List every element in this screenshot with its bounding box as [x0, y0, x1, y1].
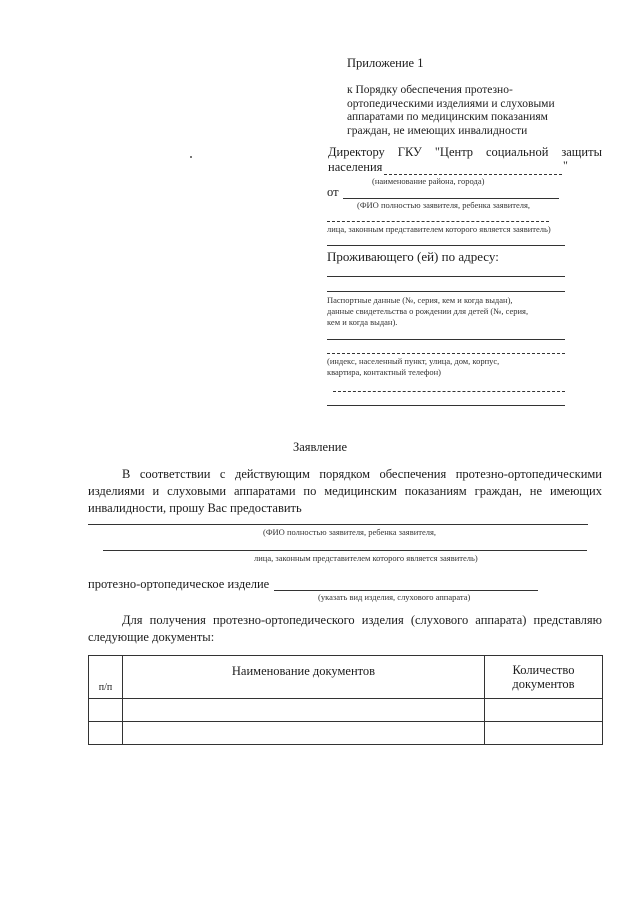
prosthetic-item-field[interactable]: [274, 590, 538, 591]
addressee-word: "Центр: [434, 145, 474, 159]
table-row: [89, 722, 603, 745]
applicant-name-hint: (ФИО полностью заявителя, ребенка заявителя,: [357, 200, 531, 210]
representative-field-3[interactable]: [103, 550, 587, 551]
closing-quote: ": [563, 158, 568, 172]
applicant-name-hint-2: (ФИО полностью заявителя, ребенка заявителя,: [263, 527, 437, 537]
extra-field[interactable]: [327, 405, 565, 406]
representative-field-2[interactable]: [327, 245, 565, 246]
from-label: от: [327, 185, 339, 199]
row-count-cell[interactable]: [485, 699, 603, 722]
address-field-2[interactable]: [327, 291, 565, 292]
addressee-word: ГКУ: [397, 145, 422, 159]
statement-paragraph: [88, 466, 602, 517]
district-field[interactable]: [384, 174, 562, 175]
row-number-cell[interactable]: [89, 722, 123, 745]
annex-line: граждан, не имеющих инвалидности: [347, 124, 528, 137]
header-number: [89, 656, 123, 699]
prosthetic-item-hint: (указать вид изделия, слухового аппарата): [318, 592, 471, 602]
row-document-cell[interactable]: [123, 722, 485, 745]
addressee-word: защиты: [561, 145, 602, 159]
annex-description: [347, 84, 597, 138]
contact-field[interactable]: [327, 353, 565, 354]
address-field-1[interactable]: [327, 276, 565, 277]
representative-field[interactable]: [327, 221, 549, 222]
phone-field[interactable]: [333, 391, 565, 392]
applicant-name-field[interactable]: [343, 198, 559, 199]
passport-hint: [327, 295, 597, 328]
passport-hint-line: данные свидетельства о рождении для детей (№, серия,: [327, 306, 529, 316]
passport-hint-line: Паспортные данные (№, серия, кем и когда выдан),: [327, 295, 513, 305]
table-row: [89, 699, 603, 722]
header-document-name: [123, 656, 485, 699]
addressee-block: [328, 145, 602, 175]
documents-paragraph: [88, 612, 602, 646]
statement-text: В соответствии с действующим порядком обеспечения протезно-ортопедическими изделиями и слуховыми аппаратами по медицинским показаниям граждан, не имеющих инвалидности, прошу Вас предоставить: [88, 467, 602, 515]
addressee-word: социальной: [485, 145, 549, 159]
representative-hint: лица, законным представителем которого является заявитель): [327, 224, 551, 234]
header-document-count-label: Количество документов: [512, 663, 575, 691]
address-heading: Проживающего (ей) по адресу:: [327, 249, 499, 264]
prosthetic-item-label: протезно-ортопедическое изделие: [88, 577, 270, 591]
district-hint: (наименование района, города): [372, 176, 485, 186]
row-number-cell[interactable]: [89, 699, 123, 722]
annex-title: Приложение 1: [347, 56, 424, 70]
contact-hint: [327, 356, 597, 378]
scan-speck: [190, 156, 192, 158]
contact-hint-line: квартира, контактный телефон): [327, 367, 441, 377]
passport-field[interactable]: [327, 339, 565, 340]
row-count-cell[interactable]: [485, 722, 603, 745]
header-document-name-label: Наименование документов: [231, 664, 376, 678]
table-header-row: [89, 656, 603, 699]
addressee-word: населения: [328, 160, 383, 174]
documents-text: Для получения протезно-ортопедического изделия (слухового аппарата) представляю следующие документы:: [88, 613, 602, 644]
annex-line: ортопедическими изделиями и слуховыми: [347, 97, 555, 110]
applicant-name-field-2[interactable]: [88, 524, 588, 525]
annex-line: к Порядку обеспечения протезно-: [347, 84, 513, 96]
header-number-label: п/п: [98, 682, 113, 693]
passport-hint-line: кем и когда выдан).: [327, 317, 398, 327]
contact-hint-line: (индекс, населенный пункт, улица, дом, корпус,: [327, 356, 500, 366]
annex-line: аппаратами по медицинским показаниям: [347, 111, 548, 123]
addressee-word: Директору: [328, 145, 385, 159]
representative-hint-2: лица, законным представителем которого является заявитель): [254, 553, 478, 563]
statement-title: Заявление: [292, 440, 347, 454]
header-document-count: [485, 656, 603, 699]
documents-table: [88, 655, 603, 745]
row-document-cell[interactable]: [123, 699, 485, 722]
